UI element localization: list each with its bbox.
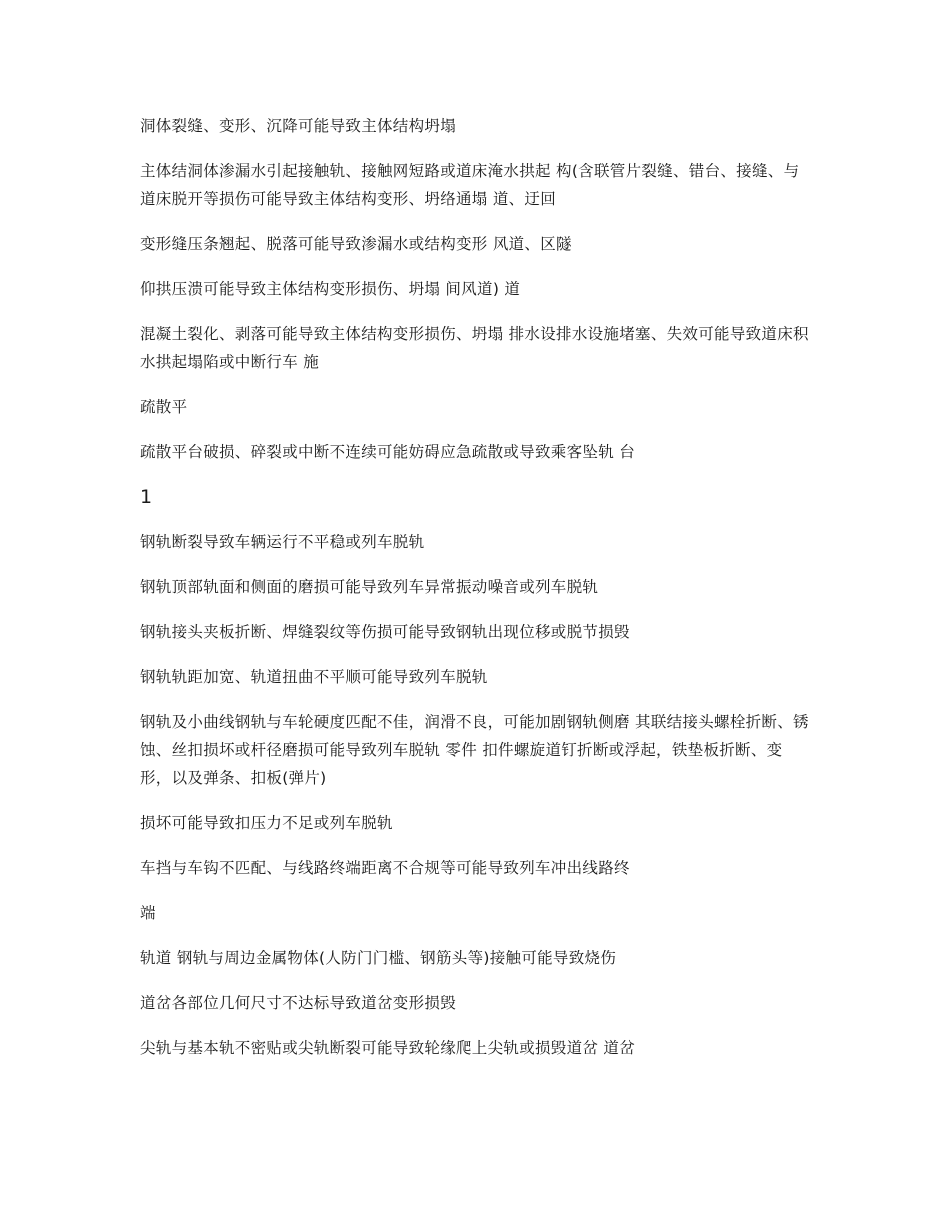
paragraph: 尖轨与基本轨不密贴或尖轨断裂可能导致轮缘爬上尖轨或损毁道岔 道岔 (140, 1039, 636, 1057)
paragraph: 钢轨断裂导致车辆运行不平稳或列车脱轨 (140, 533, 425, 551)
paragraph: 损坏可能导致扣压力不足或列车脱轨 (140, 814, 393, 832)
page-number: 1 (140, 486, 153, 508)
paragraph: 混凝土裂化、剥落可能导致主体结构变形损伤、坍塌 排水设排水设施堵塞、失效可能导致道床积水拱起塌陷或中断行车 施 (140, 325, 809, 371)
paragraph: 变形缝压条翘起、脱落可能导致渗漏水或结构变形 风道、区隧 (140, 235, 572, 253)
paragraph: 端 (140, 904, 156, 922)
paragraph: 道岔各部位几何尺寸不达标导致道岔变形损毁 (140, 994, 457, 1012)
paragraph: 钢轨接头夹板折断、焊缝裂纹等伤损可能导致钢轨出现位移或脱节损毁 (140, 623, 630, 641)
paragraph: 主体结洞体渗漏水引起接触轨、接触网短路或道床淹水拱起 构(含联管片裂缝、错台、接缝、与道床脱开等损伤可能导致主体结构变形、坍络通塌 道、迂回 (140, 162, 800, 208)
paragraph: 钢轨顶部轨面和侧面的磨损可能导致列车异常振动噪音或列车脱轨 (140, 578, 599, 596)
paragraph: 车挡与车钩不匹配、与线路终端距离不合规等可能导致列车冲出线路终 (140, 859, 630, 877)
paragraph: 仰拱压溃可能导致主体结构变形损伤、坍塌 间风道) 道 (140, 280, 521, 298)
paragraph: 疏散平 (140, 398, 188, 416)
paragraph: 疏散平台破损、碎裂或中断不连续可能妨碍应急疏散或导致乘客坠轨 台 (140, 443, 636, 461)
paragraph: 轨道 钢轨与周边金属物体(人防门门槛、钢筋头等)接触可能导致烧伤 (140, 949, 617, 967)
paragraph: 洞体裂缝、变形、沉降可能导致主体结构坍塌 (140, 117, 457, 135)
paragraph: 钢轨及小曲线钢轨与车轮硬度匹配不佳，润滑不良，可能加剧钢轨侧磨 其联结接头螺栓折断、锈蚀、丝扣损坏或杆径磨损可能导致列车脱轨 零件 扣件螺旋道钉折断或浮起，铁垫板折断、变形，以及弹条、扣板(弹片) (140, 713, 809, 787)
paragraph: 钢轨轨距加宽、轨道扭曲不平顺可能导致列车脱轨 (140, 668, 488, 686)
document-body (140, 112, 810, 1079)
